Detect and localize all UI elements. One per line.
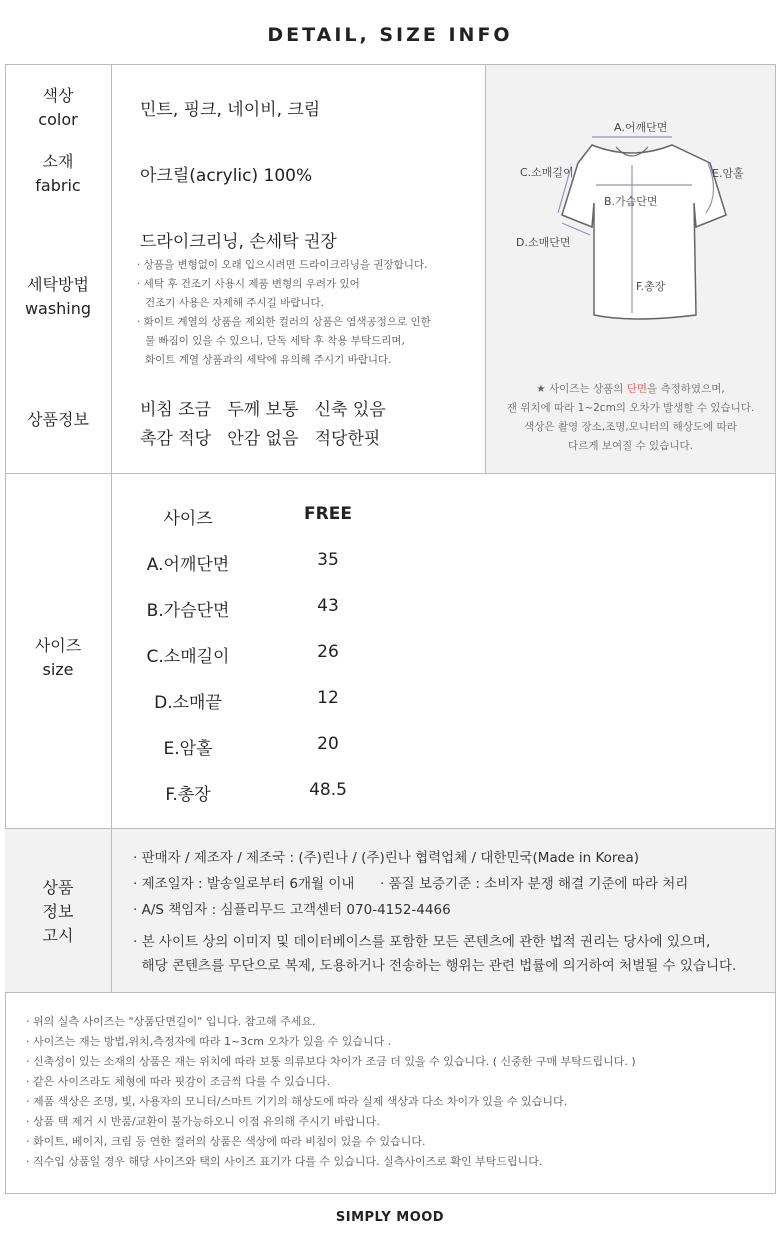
size-header-value: FREE [304, 504, 352, 524]
divider [5, 1193, 776, 1194]
diagram-label-a: A.어깨단면 [614, 121, 668, 134]
size-row: B.가슴단면 43 [146, 596, 339, 621]
legal-line-seller: · 판매자 / 제조자 / 제조국 : (주)린나 / (주)린나 협력업체 / 대한민국(Made in Korea) [133, 850, 640, 866]
legal-line-as: · A/S 책임자 : 심플리무드 고객센터 070-4152-4466 [133, 902, 451, 918]
legal-line-copy: 해당 콘텐츠를 무단으로 복제, 도용하거나 전송하는 행위는 관련 법률에 의거하여 처벌될 수 있습니다. [133, 958, 737, 974]
list-item: · 상품 택 제거 시 반품/교환이 불가능하오니 이점 유의해 주시기 바랍니다. [26, 1115, 380, 1128]
list-item: · 직수입 상품일 경우 해당 사이즈와 택의 사이즈 표기가 다를 수 있습니다. 실측사이즈로 확인 부탁드립니다. [26, 1155, 543, 1168]
list-item: · 화이트, 베이지, 크림 등 연한 컬러의 상품은 색상에 따라 비침이 있을 수 있습니다. [26, 1135, 426, 1148]
size-header-name: 사이즈 [163, 509, 213, 529]
list-item: · 제품 색상은 조명, 빛, 사용자의 모니터/스마트 기기의 해상도에 따라 실제 색상과 다소 차이가 있을 수 있습니다. [26, 1095, 568, 1108]
list-item: · 같은 사이즈라도 체형에 따라 핏감이 조금씩 다를 수 있습니다. [26, 1075, 331, 1088]
legal-line-rights: · 본 사이트 상의 이미지 및 데이터베이스를 포함한 모든 콘텐츠에 관한 법적 권리는 당사에 있으며, [133, 934, 711, 950]
divider [5, 992, 775, 993]
size-header-row [0, 504, 780, 528]
product-info-line2: 촉감 적당 안감 없음 적당한핏 [140, 429, 381, 449]
tshirt-diagram [486, 65, 775, 375]
diagram-label-f: F.총장 [636, 280, 666, 293]
page-title: DETAIL, SIZE INFO [267, 24, 513, 46]
product-info-label: 상품정보 [27, 410, 89, 429]
diagram-label-e: E.암홀 [712, 167, 744, 180]
list-item: · 위의 실측 사이즈는 "상품단면길이" 입니다. 참고해 주세요. [26, 1015, 316, 1028]
border-left [5, 64, 6, 1193]
washing-value: 드라이크리닝, 손세탁 권장 [140, 232, 337, 252]
diagram-label-c: C.소매길이 [520, 166, 574, 179]
fabric-value: 아크릴(acrylic) 100% [140, 166, 313, 186]
size-row: A.어깨단면 35 [146, 550, 339, 575]
size-row: C.소매길이 26 [146, 642, 339, 667]
label-column-divider [111, 829, 112, 992]
legal-label: 상품 정보 고시 [42, 878, 74, 945]
washing-label: 세탁방법 washing [24, 275, 92, 318]
washing-notes: · 상품을 변형없이 오래 입으시려면 드라이크리닝을 권장합니다. · 세탁 후 건조기 사용시 제품 변형의 우려가 있어 건조기 사용은 자제해 주시길 바랍니다. · 화이트 계열의 상품을 제외한 컬러의 상품은 염색공정으로 인한 물 빠짐이 있을 수 있으니, 단독 세탁 후 착용 부탁드리며, 화이트 계열 상품과의 세탁에 유의해 주시기 바랍니다. [137, 259, 431, 366]
notes-list [26, 1012, 636, 1172]
fabric-label: 소재 fabric [35, 152, 81, 195]
divider [5, 473, 775, 474]
size-row: D.소매끝 12 [154, 688, 339, 713]
diagram-label-d: D.소매단면 [516, 236, 571, 249]
legal-line-warranty: · 품질 보증기준 : 소비자 분쟁 해결 기준에 따라 처리 [380, 876, 689, 892]
product-info-line1: 비침 조금 두께 보통 신축 있음 [140, 400, 386, 420]
brand-footer: SIMPLY MOOD [335, 1210, 445, 1225]
size-row: F.총장 48.5 [165, 780, 347, 805]
label-column-divider [111, 64, 112, 828]
measurement-note: ★ 사이즈는 상품의 단면을 측정하였으며, 잰 위치에 따라 1~2cm의 오차가 발생할 수 있습니다. 색상은 촬영 장소,조명,모니터의 해상도에 따라 다르게 보여질 수 있습니다. [506, 383, 755, 452]
size-label: 사이즈 size [34, 636, 82, 679]
border-right [775, 64, 776, 1193]
legal-line-date: · 제조일자 : 발송일로부터 6개월 이내 [133, 876, 355, 892]
size-row: E.암홀 20 [163, 734, 339, 759]
diagram-label-b: B.가슴단면 [604, 195, 658, 208]
list-item: · 신축성이 있는 소재의 상품은 재는 위치에 따라 보통 의류보다 차이가 조금 더 있을 수 있습니다. ( 신중한 구매 부탁드립니다. ) [26, 1055, 636, 1068]
list-item: · 사이즈는 재는 방법,위치,측정자에 따라 1~3cm 오차가 있을 수 있습니다 . [26, 1035, 392, 1048]
color-value: 민트, 핑크, 네이비, 크림 [140, 100, 321, 120]
color-label: 색상 color [38, 86, 78, 129]
